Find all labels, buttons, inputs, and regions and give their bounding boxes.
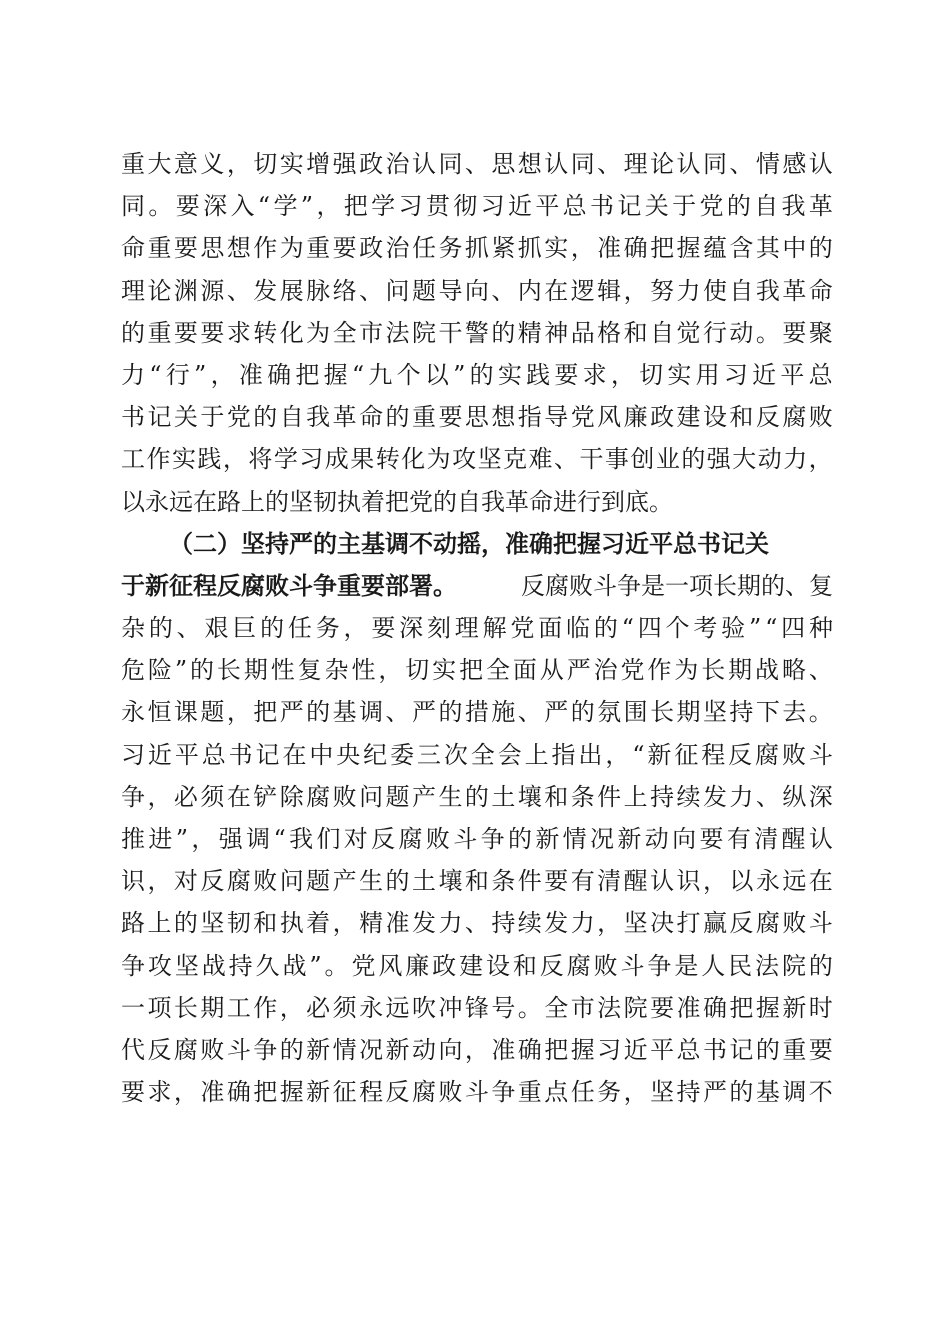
text-line: 争 ， 必 须 在 铲 除 腐 败 问 题 产 生 的 土 壤 和 条 件 上 持 续 发 力 、 纵 深 [121, 782, 833, 811]
text-line: 推 进 ” ， 强 调 “ 我 们 对 反 腐 败 斗 争 的 新 情 况 新 动 向 要 有 清 醒 认 [121, 825, 833, 853]
text-line: 一 项 长 期 工 作 ， 必 须 永 远 吹 冲 锋 号 。 全 市 法 院 要 准 确 把 握 新 时 [121, 993, 833, 1022]
text-line: 力 “ 行 ” ， 准 确 把 握 “ 九 个 以 ” 的 实 践 要 求 ， 切 实 用 习 近 平 总 [121, 360, 833, 389]
text-line: 路 上 的 坚 韧 和 执 着 ， 精 准 发 力 、 持 续 发 力 ， 坚 决 打 赢 反 腐 败 斗 [121, 909, 833, 938]
paragraph-2-line [121, 565, 833, 607]
paragraph-2-line-rest: 反腐败斗争是一项长期的、复 [521, 571, 833, 600]
text-line: 争 攻 坚 战 持 久 战 ” 。 党 风 廉 政 建 设 和 反 腐 败 斗 争 是 人 民 法 院 的 [121, 951, 833, 980]
text-line: 代 反 腐 败 斗 争 的 新 情 况 新 动 向 ， 准 确 把 握 习 近 平 总 书 记 的 重 要 [121, 1035, 833, 1064]
text-line: 工 作 实 践 ， 将 学 习 成 果 转 化 为 攻 坚 克 难 、 干 事 创 业 的 强 大 动 力 ， [121, 445, 833, 474]
text-line: 杂 的 、 艰 巨 的 任 务 ， 要 深 刻 理 解 党 面 临 的 “ 四 个 考 验 ” “ 四 种 [121, 614, 833, 643]
document-body [121, 143, 833, 1113]
text-line: 书 记 关 于 党 的 自 我 革 命 的 重 要 思 想 指 导 党 风 廉 政 建 设 和 反 腐 败 [121, 403, 833, 432]
text-line: 永 恒 课 题 ， 把 严 的 基 调 、 严 的 措 施 、 严 的 氛 围 长 期 坚 持 下 去 。 [121, 698, 833, 727]
paragraph-1 [121, 143, 833, 523]
text-line: 同 。 要 深 入 “ 学 ” ， 把 学 习 贯 彻 习 近 平 总 书 记 关 于 党 的 自 我 革 [121, 192, 833, 221]
paragraph-2-heading-line [121, 523, 833, 565]
text-line: 危 险 ” 的 长 期 性 复 杂 性 ， 切 实 把 全 面 从 严 治 党 作 为 长 期 战 略 、 [121, 656, 833, 685]
text-line: 理 论 渊 源 、 发 展 脉 络 、 问 题 导 向 、 内 在 逻 辑 ， 努 力 使 自 我 革 命 [121, 276, 833, 305]
text-line: 以永远在路上的坚韧执着把党的自我革命进行到底。 [121, 487, 673, 516]
text-line: 重 大 意 义 ， 切 实 增 强 政 治 认 同 、 思 想 认 同 、 理 论 认 同 、 情 感 认 [121, 150, 833, 178]
text-line: 要 求 ， 准 确 把 握 新 征 程 反 腐 败 斗 争 重 点 任 务 ， 坚 持 严 的 基 调 不 [121, 1078, 833, 1107]
text-line: 习 近 平 总 书 记 在 中 央 纪 委 三 次 全 会 上 指 出 ， “ 新 征 程 反 腐 败 斗 [121, 740, 833, 769]
text-line: 命 重 要 思 想 作 为 重 要 政 治 任 务 抓 紧 抓 实 ， 准 确 把 握 蕴 含 其 中 的 [121, 234, 833, 263]
text-line: 识 ， 对 反 腐 败 问 题 产 生 的 土 壤 和 条 件 要 有 清 醒 认 识 ， 以 永 远 在 [121, 867, 833, 896]
paragraph-2-heading-continued: 于新征程反腐败斗争重要部署。 [121, 570, 457, 600]
text-line: 的 重 要 要 求 转 化 为 全 市 法 院 干 警 的 精 神 品 格 和 自 觉 行 动 。 要 聚 [121, 318, 833, 347]
paragraph-2 [121, 607, 833, 1113]
paragraph-2-heading: （二）坚持严的主基调不动摇，准确把握习近平总书记关 [169, 528, 769, 558]
